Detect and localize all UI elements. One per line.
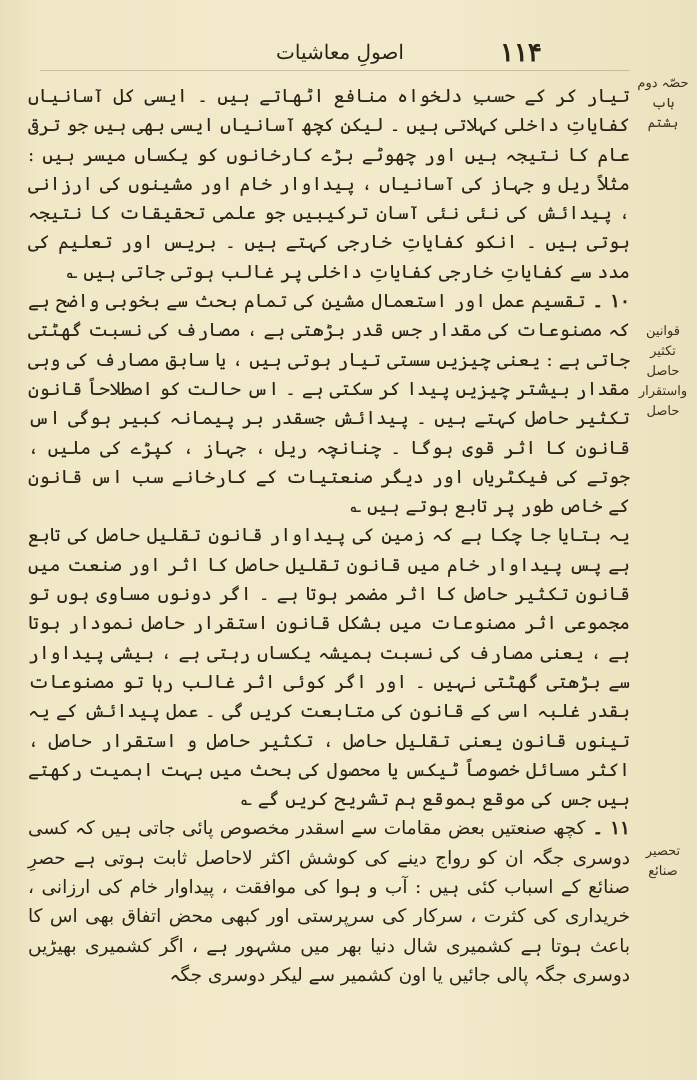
margin-note-part-chapter xyxy=(637,74,689,134)
running-header-title: اصولِ معاشیات xyxy=(276,40,404,64)
header-rule xyxy=(40,70,630,71)
paragraph-11 xyxy=(28,814,630,990)
paragraph-number: ۱۱ ۔ xyxy=(585,818,630,840)
margin-note-line: حصّہ دوم xyxy=(637,76,689,91)
paragraph-text: تقسیم عمل اور استعمال مشین کی تمام بحث سے بخوبی واضح ہے کہ مصنوعات کی مقدار جس قدر بڑھتی ہے ، مصارف کی نسبت گھٹتی جاتی ہے : یعنی چیزیں سستی تیار ہوتی ہیں ، یا سابق مصارف کی وہی مقدار بیشتر چیزیں پیدا کر سکتی ہے ۔ اس حالت کو اصطلاحاً قانون تکثیر حاصل کہتے ہیں ۔ پیدائش جسقدر بر پیمانہ کبیر ہوگی اس قانون کا اثر قوی ہوگا ۔ چنانچہ ریل ، جہاز ، کپڑے کی ملیں ، جوتے کی فیکٹریاں اور دیگر صنعتیات کے کارخانے سب اس قانون کے خاص طور پر تابع ہوتے ہیں ؎ xyxy=(28,291,630,518)
margin-note-laws xyxy=(637,322,689,422)
margin-note-line: صنائع xyxy=(648,864,678,879)
body-text xyxy=(28,82,630,990)
paragraph-text: کچھ صنعتیں بعض مقامات سے اسقدر مخصوص پائی جاتی ہیں کہ کسی دوسری جگہ ان کو رواج دینے کی کوشش اکثر لاحاصل ثابت ہوتی ہے حصرِ صنائع کے اسباب کئی ہیں : آب و ہوا کی موافقت ، پیداوار خام کی ارزانی ، خریداری کی کثرت ، سرکار کی سرپرستی اور کبھی محض اتفاق بھی اس کا باعث ہوتا ہے کشمیری شال دنیا بھر میں مشہور ہے ، اگر کشمیری بھیڑیں دوسری جگہ پالی جائیں یا اون کشمیر سے لیکر دوسری جگہ xyxy=(28,818,630,986)
paragraph-text: تیار کر کے حسبِ دلخواہ منافع اٹھاتے ہیں ۔ ایسی کل آسانیاں کفایاتِ داخلی کہلاتی ہیں ۔ لیکن کچھ آسانیاں ایسی بھی ہیں جو ترقی عام کا نتیجہ ہیں اور چھوٹے بڑے کارخانوں کو یکساں میسر ہیں : مثلاً ریل و جہاز کی آسانیاں ، پیداوار خام اور مشینوں کی ارزانی ، پیدائش کی نئی نئی آسان ترکیبیں جو علمی تحقیقات کا نتیجہ ہوتی ہیں ۔ انکو کفایاتِ خارجی کہتے ہیں ۔ بریس اور تعلیم کی مدد سے کفایاتِ خارجی کفایاتِ داخلی پر غالب ہوتی جاتی ہیں ؎ xyxy=(28,86,630,283)
paragraph-number: ۱۰ ۔ xyxy=(585,291,630,313)
page-number: ۱۱۴ xyxy=(500,38,542,68)
paragraph-text: یہ بتایا جا چکا ہے کہ زمین کی پیداوار قانون تقلیل حاصل کی تابع ہے پس پیداوار خام میں قانون تقلیل حاصل کا اثر اور صنعت میں قانون تکثیر حاصل کا اثر مضمر ہوتا ہے ۔ اگر دونوں مساوی ہوں تو مجموعی اثر مصنوعات میں بشکل قانون استقرار حاصل نمودار ہوتا ہے ، یعنی مصارف کی نسبت ہمیشہ یکساں رہتی ہے ، بیشی پیداوار سے بڑھتی گھٹتی نہیں ۔ اور اگر کوئی اثر غالب رہا تو مصنوعات بقدر غلبہ اسی کے قانون کی متابعت کریں گی ۔ عمل پیدائش کے یہ تینوں قانون یعنی تقلیل حاصل ، تکثیر حاصل و استقرار حاصل ، اکثر مسائل خصوصاً ٹیکس یا محصول کی بحث میں بہت اہمیت رکھتے ہیں جس کی موقع بموقع ہم تشریح کریں گے ؎ xyxy=(28,525,630,811)
paragraph-continuation xyxy=(28,82,630,287)
margin-note-line: قوانین xyxy=(646,324,680,339)
margin-note-line: تکثیر حاصل xyxy=(646,344,680,379)
margin-note-line: باب ہشتم xyxy=(647,96,679,131)
margin-note-line: حاصل xyxy=(646,404,680,419)
margin-note-line: واستقرار xyxy=(638,384,688,399)
paragraph-laws-combined xyxy=(28,521,630,814)
margin-note-line: تحصیر xyxy=(645,844,681,859)
margin-note-localization xyxy=(637,842,689,882)
paragraph-10 xyxy=(28,287,630,521)
